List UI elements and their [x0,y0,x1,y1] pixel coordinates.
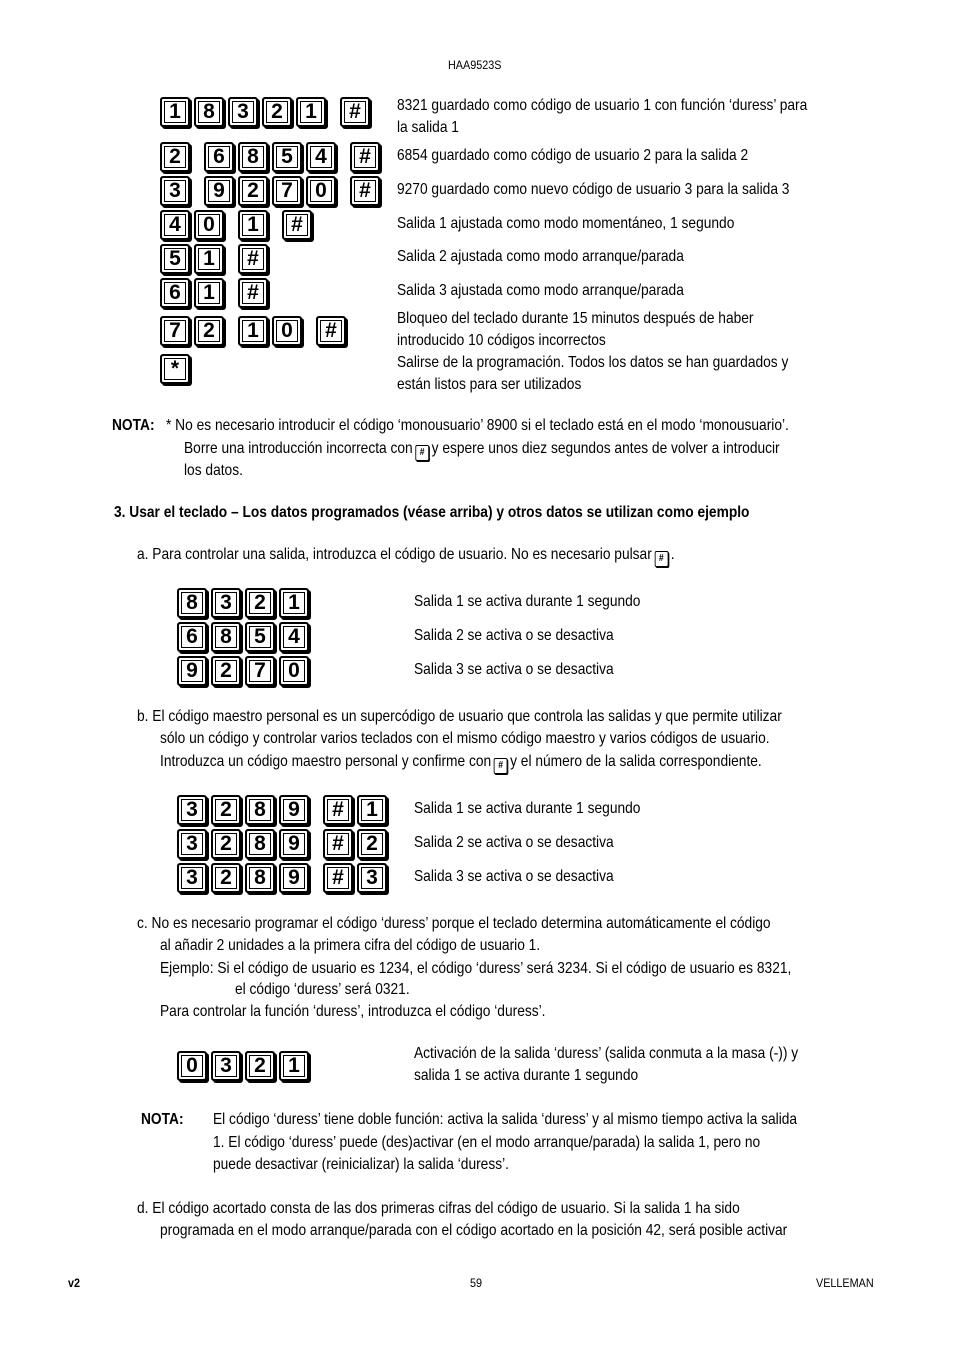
digit-key-icon: 4 [160,210,190,240]
hash-key-icon: # [415,445,429,461]
hash-key-icon: # [494,758,508,774]
row-description: Salida 3 ajustada como modo arranque/parada [397,282,684,299]
digit-key-icon: 9 [279,829,309,859]
row-description: Salirse de la programación. Todos los datos se han guardados y [397,354,789,371]
digit-key-icon: 2 [357,829,387,859]
hash-key-icon: # [654,551,668,567]
note-text: y espere unos diez segundos antes de volver a introducir [431,440,780,457]
digit-key-icon: 3 [211,588,241,618]
key-sequence [160,278,272,308]
hash-key-icon: # [323,795,353,825]
note-line: El código ‘duress’ tiene doble función: activa la salida ‘duress’ y al mismo tiempo activa la salida [213,1111,798,1128]
row-description: Salida 2 se activa o se desactiva [414,627,614,644]
digit-key-icon: 0 [279,656,309,686]
digit-key-icon: 8 [177,588,207,618]
key-sequence [177,588,313,618]
digit-key-icon: 5 [245,622,275,652]
digit-key-icon: 3 [228,97,258,127]
hash-key-icon: # [350,142,380,172]
row-description: 9270 guardado como nuevo código de usuario 3 para la salida 3 [397,181,790,198]
digit-key-icon: 0 [177,1051,207,1081]
digit-key-icon: 4 [279,622,309,652]
digit-key-icon: 1 [194,278,224,308]
star-key-icon: * [160,354,190,384]
digit-key-icon: 0 [306,176,336,206]
digit-key-icon: 8 [238,142,268,172]
key-sequence [177,829,391,859]
row-description: Salida 1 se activa durante 1 segundo [414,593,641,610]
hash-key-icon: # [323,863,353,893]
digit-key-icon: 1 [238,210,268,240]
item-b-line [160,751,762,774]
item-text: Introduzca un código maestro personal y confirme con [160,753,492,770]
row-description: Bloqueo del teclado durante 15 minutos después de haber [397,310,754,327]
digit-key-icon: 3 [177,829,207,859]
digit-key-icon: 6 [204,142,234,172]
digit-key-icon: 1 [279,1051,309,1081]
digit-key-icon: 0 [272,316,302,346]
row-description: están listos para ser utilizados [397,376,582,393]
digit-key-icon: 3 [160,176,190,206]
digit-key-icon: 8 [211,622,241,652]
note-line: 1. El código ‘duress’ puede (des)activar (en el modo arranque/parada) la salida 1, pero no [213,1134,761,1151]
digit-key-icon: 0 [194,210,224,240]
hash-key-icon: # [282,210,312,240]
note-text: Borre una introducción incorrecta con [184,440,413,457]
row-description: la salida 1 [397,119,459,136]
row-description: 8321 guardado como código de usuario 1 con función ‘duress’ para [397,97,808,114]
digit-key-icon: 7 [272,176,302,206]
digit-key-icon: 8 [194,97,224,127]
hash-key-icon: # [238,244,268,274]
hash-key-icon: # [350,176,380,206]
digit-key-icon: 7 [245,656,275,686]
footer-page-number: 59 [470,1276,483,1290]
item-c-line: Ejemplo: Si el código de usuario es 1234, el código ‘duress’ será 3234. Si el código de usuario es 8321, [160,960,792,977]
digit-key-icon: 2 [160,142,190,172]
item-text: a. Para controlar una salida, introduzca el código de usuario. No es necesario pulsar [137,546,652,563]
note-label: NOTA: [141,1111,184,1128]
key-sequence [160,210,316,240]
row-description: Salida 3 se activa o se desactiva [414,868,614,885]
note-label: NOTA: [112,417,155,434]
row-description: Salida 1 se activa durante 1 segundo [414,800,641,817]
hash-key-icon: # [323,829,353,859]
hash-key-icon: # [340,97,370,127]
item-b-line: sólo un código y controlar varios teclados con el mismo código maestro y varios códigos de usuario. [160,730,770,747]
note-line: puede desactivar (reinicializar) la salida ‘duress’. [213,1156,509,1173]
digit-key-icon: 9 [279,795,309,825]
digit-key-icon: 3 [177,863,207,893]
row-description: Salida 2 ajustada como modo arranque/parada [397,248,684,265]
digit-key-icon: 5 [272,142,302,172]
item-text: y el número de la salida correspondiente. [510,753,762,770]
key-sequence [177,656,313,686]
item-text: . [670,546,675,563]
key-sequence [177,622,313,652]
digit-key-icon: 5 [160,244,190,274]
digit-key-icon: 2 [211,656,241,686]
key-sequence [160,176,384,206]
footer-brand: VELLEMAN [816,1276,874,1290]
digit-key-icon: 2 [211,795,241,825]
digit-key-icon: 1 [238,316,268,346]
digit-key-icon: 2 [211,829,241,859]
digit-key-icon: 9 [279,863,309,893]
note-line [184,438,780,461]
key-sequence [160,142,384,172]
row-description: Salida 1 ajustada como modo momentáneo, 1 segundo [397,215,735,232]
digit-key-icon: 6 [160,278,190,308]
digit-key-icon: 2 [262,97,292,127]
note-line: * No es necesario introducir el código ‘monousuario’ 8900 si el teclado está en el modo ‘monousuario’. [166,417,789,434]
digit-key-icon: 1 [160,97,190,127]
digit-key-icon: 9 [177,656,207,686]
digit-key-icon: 3 [177,795,207,825]
digit-key-icon: 8 [245,863,275,893]
digit-key-icon: 8 [245,795,275,825]
key-sequence [160,354,194,384]
item-a-text [137,544,675,567]
hash-key-icon: # [316,316,346,346]
hash-key-icon: # [238,278,268,308]
note-line: los datos. [184,462,243,479]
item-c-line: Para controlar la función ‘duress’, introduzca el código ‘duress’. [160,1003,546,1020]
key-sequence [160,244,272,274]
key-sequence [177,863,391,893]
digit-key-icon: 1 [296,97,326,127]
digit-key-icon: 2 [245,1051,275,1081]
section-title: 3. Usar el teclado – Los datos programados (véase arriba) y otros datos se utilizan como ejemplo [114,504,750,521]
key-sequence [160,316,350,346]
digit-key-icon: 9 [204,176,234,206]
row-description: introducido 10 códigos incorrectos [397,332,606,349]
digit-key-icon: 2 [211,863,241,893]
item-c-line: c. No es necesario programar el código ‘duress’ porque el teclado determina automáticamente el código [137,915,771,932]
digit-key-icon: 4 [306,142,336,172]
key-sequence [177,795,391,825]
row-description: Activación de la salida ‘duress’ (salida conmuta a la masa (-)) y [414,1045,799,1062]
row-description: 6854 guardado como código de usuario 2 para la salida 2 [397,147,749,164]
row-description: Salida 2 se activa o se desactiva [414,834,614,851]
digit-key-icon: 2 [245,588,275,618]
row-description: Salida 3 se activa o se desactiva [414,661,614,678]
item-c-line: al añadir 2 unidades a la primera cifra del código de usuario 1. [160,937,541,954]
digit-key-icon: 3 [211,1051,241,1081]
digit-key-icon: 1 [194,244,224,274]
row-description: salida 1 se activa durante 1 segundo [414,1067,639,1084]
key-sequence [160,97,374,127]
digit-key-icon: 1 [357,795,387,825]
digit-key-icon: 1 [279,588,309,618]
key-sequence [177,1051,313,1081]
digit-key-icon: 2 [238,176,268,206]
item-d-line: d. El código acortado consta de las dos primeras cifras del código de usuario. Si la salida 1 ha sido [137,1200,740,1217]
digit-key-icon: 7 [160,316,190,346]
digit-key-icon: 3 [357,863,387,893]
footer-version: v2 [68,1276,81,1290]
item-d-line: programada en el modo arranque/parada con el código acortado en la posición 42, será posible activar [160,1222,788,1239]
digit-key-icon: 8 [245,829,275,859]
doc-model-header: HAA9523S [448,58,502,72]
item-b-line: b. El código maestro personal es un supercódigo de usuario que controla las salidas y que permite utilizar [137,708,782,725]
digit-key-icon: 2 [194,316,224,346]
digit-key-icon: 6 [177,622,207,652]
item-c-line: el código ‘duress’ será 0321. [235,981,410,998]
